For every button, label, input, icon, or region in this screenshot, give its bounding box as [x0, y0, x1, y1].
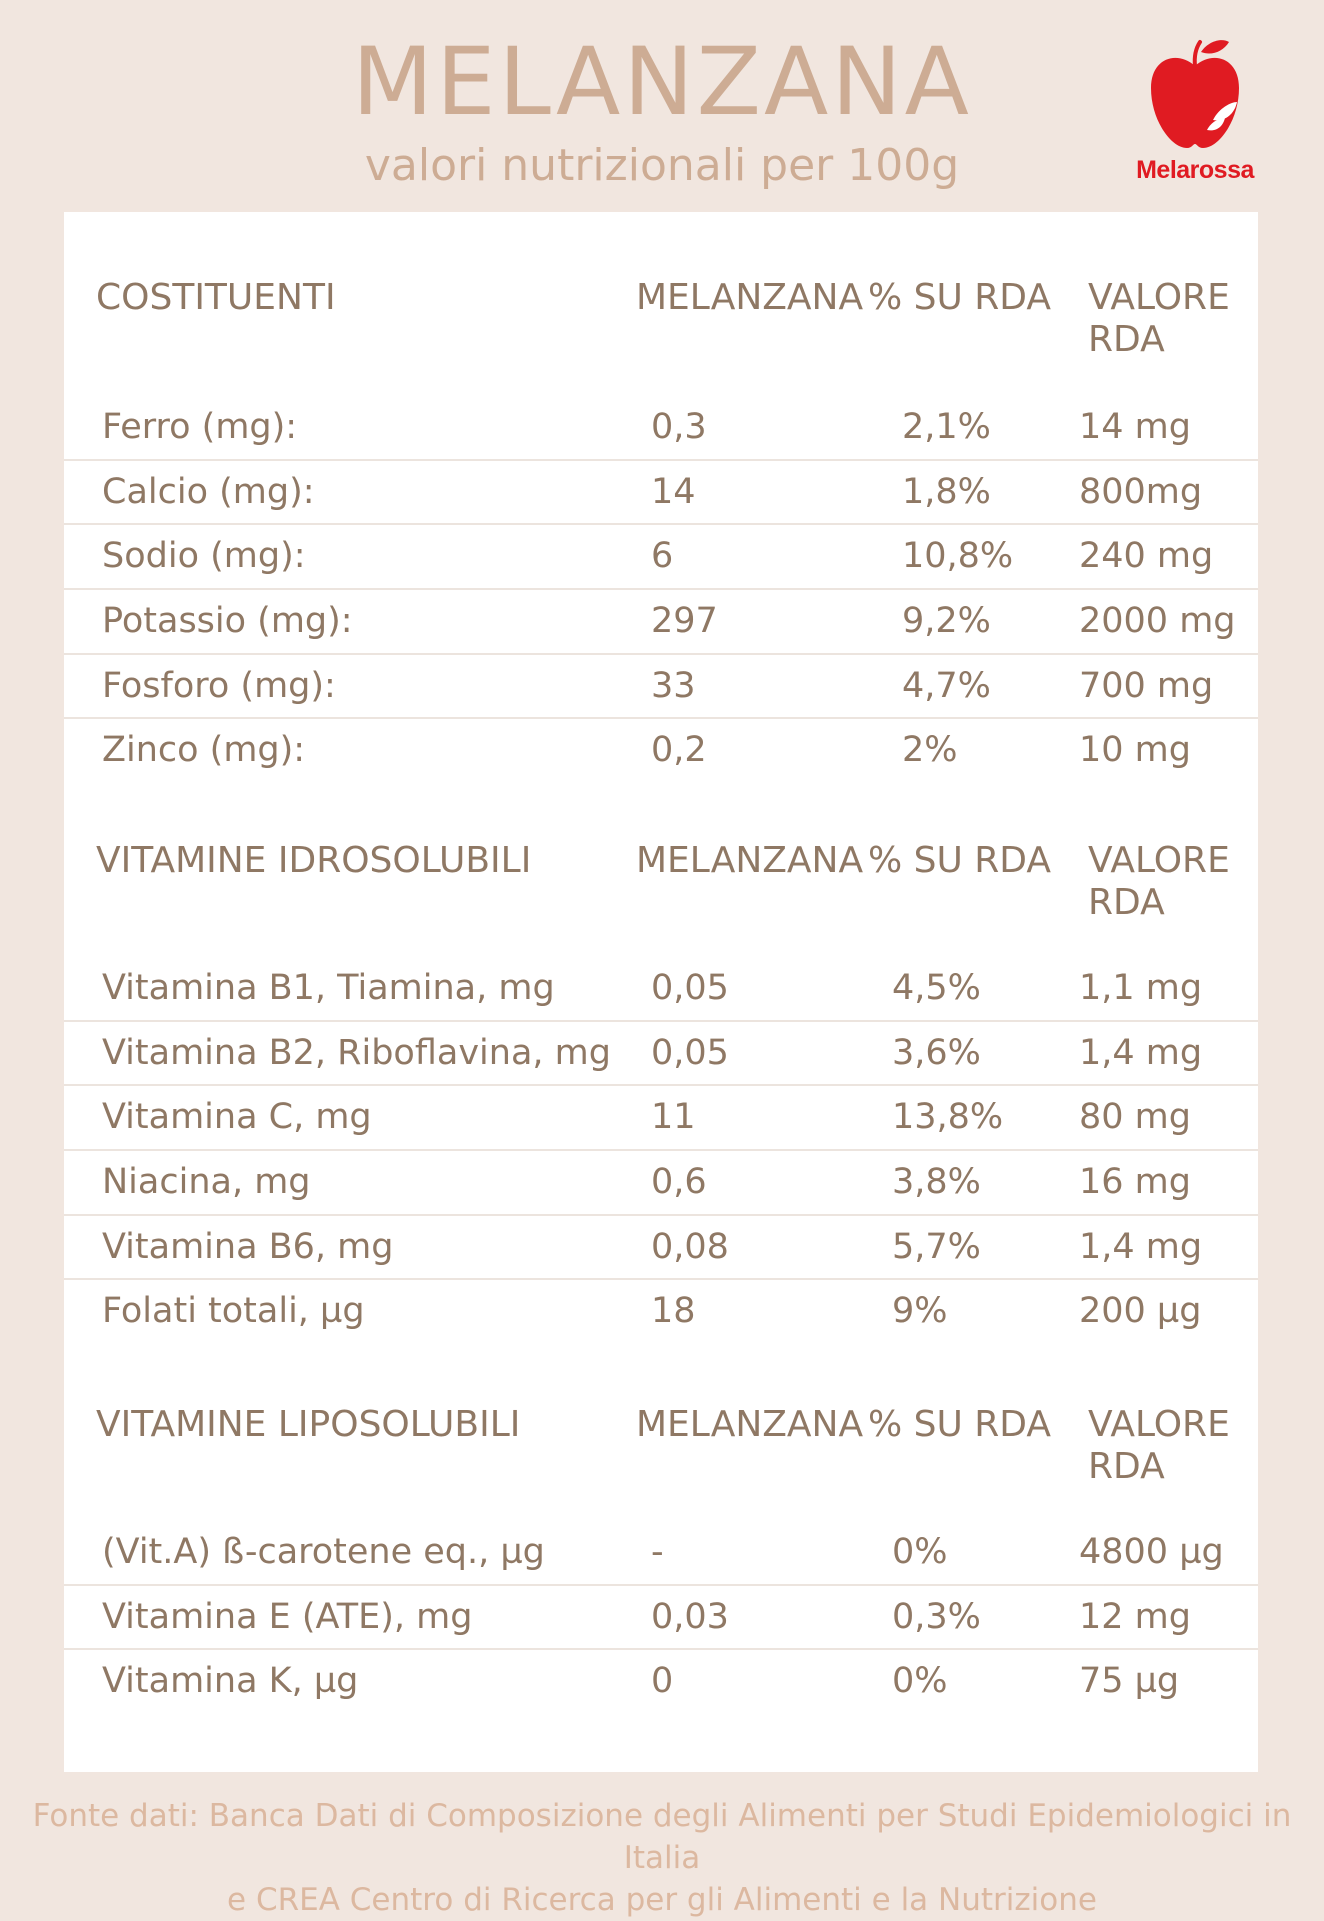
section-heading: VITAMINE LIPOSOLUBILI — [96, 1404, 521, 1445]
section-heading: VITAMINE IDROSOLUBILI — [96, 840, 532, 881]
row-name: Vitamina K, µg — [102, 1661, 359, 1701]
row-rda: 2000 mg — [1079, 601, 1236, 641]
row-rda: 200 µg — [1079, 1291, 1202, 1331]
column-header-rda: VALORE RDA — [1088, 840, 1230, 923]
row-name: Vitamina C, mg — [102, 1097, 372, 1137]
section-header-idrosolubili — [64, 840, 1258, 940]
section-header-costituenti — [64, 277, 1258, 377]
page-header — [0, 0, 1324, 210]
brand-logo — [1120, 36, 1270, 186]
row-rda: 700 mg — [1079, 666, 1214, 706]
row-value: 0,03 — [651, 1597, 729, 1637]
row-pct: 10,8% — [902, 536, 1014, 576]
row-rda: 4800 µg — [1079, 1532, 1224, 1572]
row-name: Folati totali, µg — [102, 1291, 365, 1331]
footer-line-1: Fonte dati: Banca Dati di Composizione degli Alimenti per Studi Epidemiologici in Italia — [32, 1798, 1292, 1876]
table-row — [64, 1649, 1258, 1712]
apple-icon — [1147, 36, 1243, 154]
row-name: Calcio (mg): — [102, 472, 315, 512]
row-pct: 4,5% — [892, 968, 981, 1008]
logo-text: Melarossa — [1136, 156, 1254, 184]
row-name: Potassio (mg): — [102, 601, 353, 641]
table-row — [64, 589, 1258, 652]
column-header-value: MELANZANA — [636, 1404, 864, 1445]
row-pct: 4,7% — [902, 666, 991, 706]
column-header-pct: % SU RDA — [868, 840, 1052, 881]
row-rda: 1,4 mg — [1079, 1227, 1203, 1267]
row-value: 14 — [651, 472, 696, 512]
row-rda: 240 mg — [1079, 536, 1214, 576]
table-row — [64, 1150, 1258, 1213]
row-value: 0,08 — [651, 1227, 729, 1267]
table-row — [64, 1215, 1258, 1278]
table-row — [64, 1279, 1258, 1342]
row-value: 0,3 — [651, 407, 707, 447]
row-pct: 2% — [902, 730, 958, 770]
row-value: 6 — [651, 536, 674, 576]
column-header-value: MELANZANA — [636, 277, 864, 318]
row-value: 0,2 — [651, 730, 707, 770]
row-name: Niacina, mg — [102, 1162, 311, 1202]
row-rda: 1,1 mg — [1079, 968, 1203, 1008]
table-row — [64, 1585, 1258, 1648]
column-header-rda: VALORE RDA — [1088, 1404, 1230, 1487]
row-name: Vitamina B1, Tiamina, mg — [102, 968, 555, 1008]
row-pct: 2,1% — [902, 407, 991, 447]
row-value: 18 — [651, 1291, 696, 1331]
row-value: 0,6 — [651, 1162, 707, 1202]
row-pct: 9,2% — [902, 601, 991, 641]
row-rda: 14 mg — [1079, 407, 1191, 447]
row-value: 33 — [651, 666, 696, 706]
row-rda: 12 mg — [1079, 1597, 1191, 1637]
row-name: Vitamina B2, Riboflavina, mg — [102, 1033, 611, 1073]
row-name: Vitamina B6, mg — [102, 1227, 394, 1267]
table-row — [64, 395, 1258, 458]
footer-line-2: e CREA Centro di Ricerca per gli Alimenti e la Nutrizione — [227, 1882, 1097, 1918]
row-rda: 10 mg — [1079, 730, 1191, 770]
row-pct: 0,3% — [892, 1597, 981, 1637]
row-value: 0,05 — [651, 1033, 729, 1073]
row-pct: 0% — [892, 1532, 948, 1572]
row-pct: 13,8% — [892, 1097, 1004, 1137]
column-header-rda: VALORE RDA — [1088, 277, 1230, 360]
row-rda: 16 mg — [1079, 1162, 1191, 1202]
row-name: (Vit.A) ß-carotene eq., µg — [102, 1532, 545, 1572]
row-value: 0 — [651, 1661, 674, 1701]
table-row — [64, 1021, 1258, 1084]
row-name: Sodio (mg): — [102, 536, 306, 576]
row-rda: 1,4 mg — [1079, 1033, 1203, 1073]
row-pct: 0% — [892, 1661, 948, 1701]
row-value: 11 — [651, 1097, 696, 1137]
row-value: 297 — [651, 601, 718, 641]
column-header-pct: % SU RDA — [868, 1404, 1052, 1445]
row-pct: 1,8% — [902, 472, 991, 512]
table-row — [64, 1520, 1258, 1583]
row-pct: 5,7% — [892, 1227, 981, 1267]
row-rda: 75 µg — [1079, 1661, 1180, 1701]
row-rda: 80 mg — [1079, 1097, 1191, 1137]
table-row — [64, 460, 1258, 523]
row-value: 0,05 — [651, 968, 729, 1008]
table-row — [64, 718, 1258, 781]
column-header-pct: % SU RDA — [868, 277, 1052, 318]
section-heading: COSTITUENTI — [96, 277, 336, 318]
row-pct: 3,6% — [892, 1033, 981, 1073]
row-name: Vitamina E (ATE), mg — [102, 1597, 473, 1637]
table-row — [64, 524, 1258, 587]
row-pct: 3,8% — [892, 1162, 981, 1202]
row-pct: 9% — [892, 1291, 948, 1331]
row-value: - — [651, 1532, 664, 1572]
column-header-value: MELANZANA — [636, 840, 864, 881]
row-rda: 800mg — [1079, 472, 1203, 512]
page-subtitle: valori nutrizionali per 100g — [364, 140, 960, 191]
page-title: MELANZANA — [352, 28, 972, 137]
table-row — [64, 654, 1258, 717]
table-row — [64, 956, 1258, 1019]
row-name: Fosforo (mg): — [102, 666, 336, 706]
source-footer — [0, 1795, 1324, 1921]
row-name: Ferro (mg): — [102, 407, 298, 447]
table-row — [64, 1085, 1258, 1148]
nutrition-table — [64, 212, 1258, 1772]
row-name: Zinco (mg): — [102, 730, 306, 770]
section-header-liposolubili — [64, 1404, 1258, 1504]
